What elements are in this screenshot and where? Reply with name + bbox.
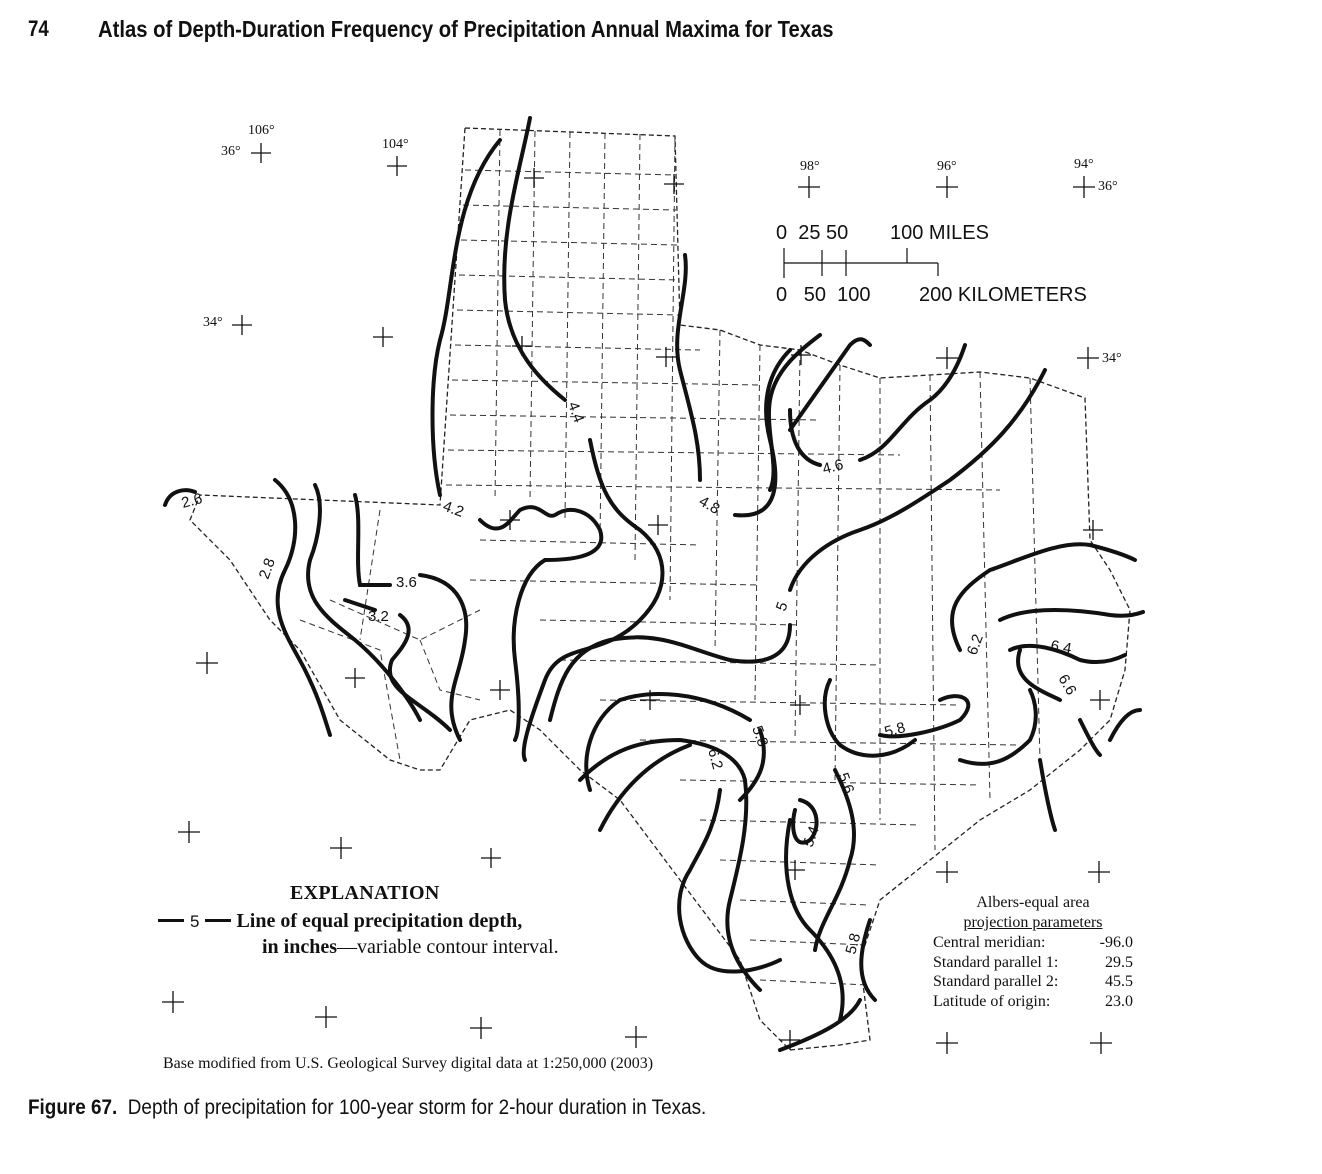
explanation-row	[158, 910, 522, 933]
contour-label-3-6: 3.6	[396, 574, 417, 591]
contour-label-6-4: 6.4	[1049, 637, 1073, 658]
page-number: 74	[28, 16, 49, 41]
legend-sample-value: 5	[190, 912, 200, 931]
contour-label-6-6: 6.6	[1054, 671, 1080, 699]
legend-units: in inches	[262, 936, 338, 958]
base-data-note: Base modified from U.S. Geological Survey digital data at 1:250,000 (2003)	[163, 1055, 654, 1072]
label-lon-98: 98°	[800, 159, 820, 174]
scale-miles-label: 100 MILES	[890, 222, 989, 244]
caption-label: Figure 67.	[28, 1096, 118, 1119]
contour-3-2b	[345, 600, 450, 730]
label-lon-104: 104°	[382, 137, 409, 152]
contour-4-2	[433, 140, 602, 740]
scale-bar	[776, 222, 1087, 306]
contour-edge-sw	[580, 740, 860, 1050]
contour-label-4-4: 4.4	[564, 399, 588, 425]
contour-edge-se	[960, 690, 1140, 830]
projection-label: Standard parallel 1:	[933, 953, 1059, 971]
page-title: Atlas of Depth-Duration Frequency of Precipitation Annual Maxima for Texas	[98, 16, 834, 42]
label-lon-94: 94°	[1074, 157, 1094, 172]
contour-4-6	[769, 335, 965, 490]
projection-row	[933, 953, 1133, 973]
contour-label-6-2-a: 6.2	[704, 746, 726, 772]
contour-label-4-2: 4.2	[440, 497, 467, 521]
contour-label-5-8-c: 5.8	[842, 931, 865, 957]
legend-line-right	[205, 919, 231, 922]
contour-label-5-6: 5.6	[834, 770, 858, 796]
contour-label-4-6: 4.6	[820, 456, 846, 478]
scale-miles-ticks: 0 25 50	[776, 222, 849, 244]
scale-km-label: 200 KILOMETERS	[919, 284, 1087, 306]
projection-row	[933, 933, 1133, 953]
projection-value: 45.5	[1105, 973, 1133, 990]
projection-title-1: Albers-equal area	[976, 894, 1090, 911]
projection-value: -96.0	[1099, 934, 1133, 951]
legend-line-left	[158, 919, 184, 922]
contour-label-5-8-a: 5.8	[748, 723, 772, 749]
scale-km-ticks: 0 50 100	[776, 284, 871, 306]
explanation-row-2	[262, 936, 559, 959]
contour-label-5-8-b: 5.8	[882, 719, 908, 741]
caption-text: Depth of precipitation for 100-year storm for 2-hour duration in Texas.	[127, 1096, 707, 1119]
projection-row	[933, 972, 1133, 992]
contour-label-4-8: 4.8	[696, 492, 723, 518]
scale-bar-line	[784, 248, 938, 278]
legend-interval-note: —variable contour interval.	[337, 936, 559, 958]
contour-label-3-2: 3.2	[368, 608, 389, 625]
projection-row	[933, 992, 1133, 1012]
label-lat-34-left: 34°	[203, 315, 223, 330]
explanation-title: EXPLANATION	[290, 882, 440, 904]
projection-value: 29.5	[1105, 953, 1133, 971]
contour-label-5: 5	[772, 599, 792, 614]
projection-label: Standard parallel 2:	[933, 973, 1059, 990]
projection-parameters	[933, 893, 1133, 1011]
label-lat-36-left: 36°	[221, 144, 241, 159]
contour-label-2-6: 2.6	[179, 490, 205, 512]
label-lon-96: 96°	[937, 159, 957, 174]
projection-label: Latitude of origin:	[933, 992, 1051, 1010]
label-lat-34-right: 34°	[1102, 351, 1122, 366]
figure-caption	[28, 1096, 706, 1120]
contour-label-6-2-b: 6.2	[963, 631, 987, 658]
projection-value: 23.0	[1105, 992, 1133, 1010]
label-lon-106: 106°	[248, 123, 275, 138]
label-lat-36-right: 36°	[1098, 179, 1118, 194]
contour-3-2	[308, 485, 420, 720]
contour-5-8	[586, 680, 968, 1000]
contour-label-5-4: 5.4	[799, 823, 823, 850]
contour-label-2-8: 2.8	[255, 555, 279, 582]
legend-description: Line of equal precipitation depth,	[236, 910, 523, 932]
county-grid	[300, 130, 1040, 985]
projection-label: Central meridian:	[933, 934, 1046, 951]
projection-title-2: projection parameters	[963, 914, 1103, 931]
